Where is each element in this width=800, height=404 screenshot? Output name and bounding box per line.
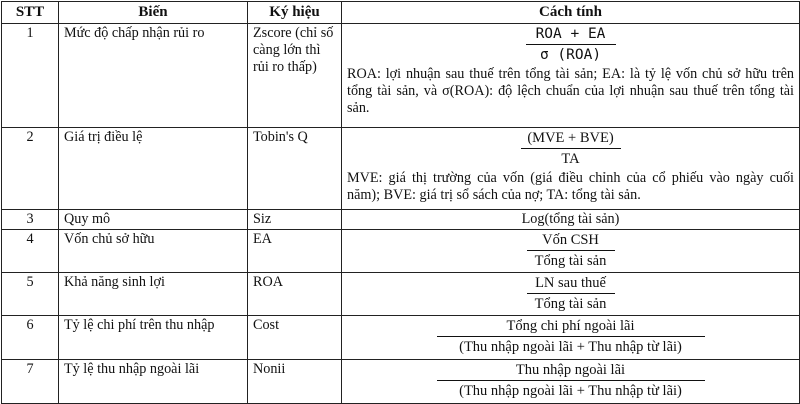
variables-table-page	[0, 1, 800, 402]
row-stt: 1	[2, 24, 59, 128]
table-row	[2, 360, 800, 404]
fraction-numerator: Tổng chi phí ngoài lãi	[506, 318, 635, 334]
table-row	[2, 230, 800, 273]
fraction-bar	[437, 336, 705, 337]
fraction-denominator: (Thu nhập ngoài lãi + Thu nhập từ lãi)	[459, 339, 682, 355]
row-stt: 3	[2, 210, 59, 230]
row-bien: Vốn chủ sở hữu	[59, 230, 248, 273]
fraction-denominator: Tổng tài sản	[534, 253, 607, 269]
row-cach-tinh	[342, 230, 800, 273]
row-cach-tinh	[342, 316, 800, 360]
fraction-numerator: (MVE + BVE)	[527, 130, 614, 146]
row-bien: Tỷ lệ chi phí trên thu nhập	[59, 316, 248, 360]
fraction-denominator: TA	[561, 151, 580, 167]
formula-text: Log(tổng tài sản)	[521, 211, 620, 227]
row-stt: 5	[2, 273, 59, 316]
row-bien: Giá trị điều lệ	[59, 128, 248, 210]
row-ky-hieu: Nonii	[248, 360, 342, 404]
row-cach-tinh	[342, 360, 800, 404]
row-ky-hieu: Zscore (chỉ số càng lớn thì rủi ro thấp)	[248, 24, 342, 128]
row-stt: 2	[2, 128, 59, 210]
header-bien: Biến	[59, 2, 248, 24]
fraction-bar	[521, 148, 621, 149]
row-ky-hieu: EA	[248, 230, 342, 273]
header-cach-tinh: Cách tính	[342, 2, 800, 24]
row-cach-tinh	[342, 210, 800, 230]
row-stt: 7	[2, 360, 59, 404]
header-row	[2, 2, 800, 24]
table-row	[2, 316, 800, 360]
table-row	[2, 210, 800, 230]
row-cach-tinh	[342, 128, 800, 210]
fraction	[527, 231, 615, 270]
table-row	[2, 273, 800, 316]
row-cach-tinh	[342, 273, 800, 316]
row-cach-tinh	[342, 24, 800, 128]
fraction-denominator: σ (ROA)	[539, 47, 602, 63]
fraction-numerator: ROA + EA	[535, 26, 606, 42]
fraction	[527, 274, 615, 313]
fraction-numerator: Thu nhập ngoài lãi	[515, 362, 626, 378]
fraction	[526, 25, 616, 64]
fraction-bar	[527, 293, 615, 294]
fraction-bar	[527, 250, 615, 251]
fraction-bar	[526, 44, 616, 45]
row-ky-hieu: Siz	[248, 210, 342, 230]
fraction-numerator: LN sau thuế	[535, 275, 606, 291]
fraction-bar	[437, 380, 705, 381]
row-bien: Mức độ chấp nhận rủi ro	[59, 24, 248, 128]
row-bien: Khả năng sinh lợi	[59, 273, 248, 316]
fraction-numerator: Vốn CSH	[542, 232, 599, 248]
fraction	[521, 129, 621, 168]
variables-table	[1, 1, 800, 404]
formula-description: ROA: lợi nhuận sau thuế trên tổng tài sản; EA: là tỷ lệ vốn chủ sở hữu trên tổng tài sản, và σ(ROA): độ lệch chuẩn của lợi nhuận sau thuế trên tổng tài sản.	[347, 66, 794, 116]
row-bien: Tỷ lệ thu nhập ngoài lãi	[59, 360, 248, 404]
row-ky-hieu: Cost	[248, 316, 342, 360]
table-row	[2, 24, 800, 128]
header-stt: STT	[2, 2, 59, 24]
formula-description: MVE: giá thị trường của vốn (giá điều chỉnh của cổ phiếu vào ngày cuối năm); BVE: giá trị sổ sách của nợ; TA: tổng tài sản.	[347, 170, 794, 203]
fraction	[437, 361, 705, 400]
row-stt: 4	[2, 230, 59, 273]
table-row	[2, 128, 800, 210]
header-ky-hieu: Ký hiệu	[248, 2, 342, 24]
fraction-denominator: (Thu nhập ngoài lãi + Thu nhập từ lãi)	[459, 383, 682, 399]
row-ky-hieu: ROA	[248, 273, 342, 316]
row-stt: 6	[2, 316, 59, 360]
fraction-denominator: Tổng tài sản	[534, 296, 607, 312]
row-ky-hieu: Tobin's Q	[248, 128, 342, 210]
fraction	[437, 317, 705, 356]
row-bien: Quy mô	[59, 210, 248, 230]
